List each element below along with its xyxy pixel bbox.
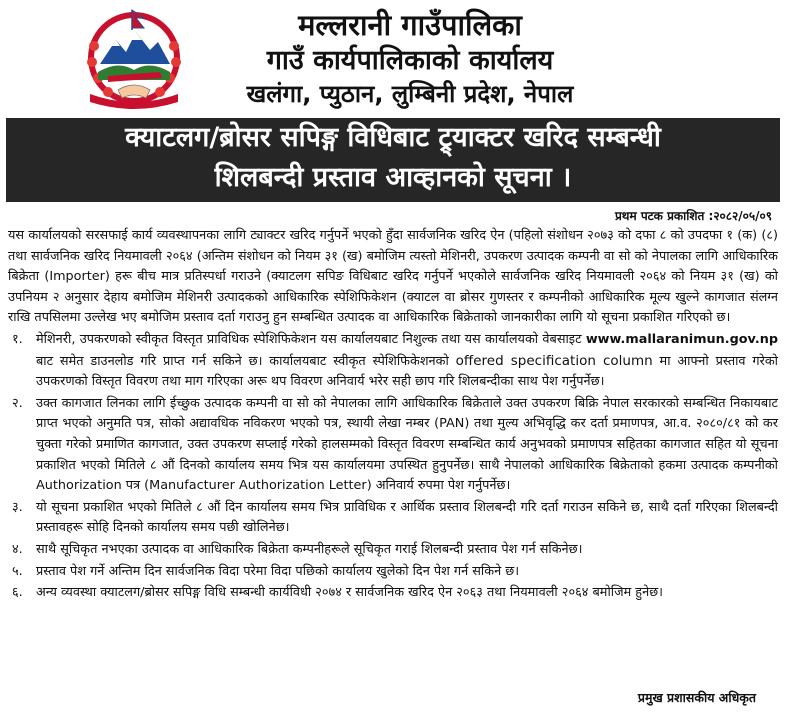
- item-text: उक्त कागजात लिनका लागि ईच्छुक उत्पादक कम्पनी वा सो को नेपालका लागि आधिकारिक बिक्रेताले उक्त उपकरण बिक्रि नेपाल सरकारको सम्बन्धित निकायबाट प्राप्त भएको अनुमति पत्र, सोको अद्यावधिक नविकरण भएको पत्र, स्थायी लेखा नम्बर (PAN) तथा मुल्य अभिवृद्धि कर दर्ता प्रमाणपत्र, आ.व. २०८०/८१ को कर चुक्ता गरेको प्रमाणित कागजात, उक्त उपकरण सप्लाई गरेको हालसम्मको विस्तृत विवरण सम्बन्धित कार्य अनुभवको प्रमाणपत्र सहितका कागजात सहित यो सूचना प्रकाशित भएको मितिले ८ औं दिनको कार्यालय समय भित्र यस कार्यालयमा उपस्थित हुनुपर्नेछ। साथै नेपालको आधिकारिक बिक्रेताको हकमा उत्पादक कम्पनीको Authorization पत्र (Manufacturer Authorization Letter) अनिवार्य रुपमा पेश गर्नुपर्नेछ।: [36, 395, 778, 494]
- list-item: [8, 330, 778, 393]
- item-text: मेशिनरी, उपकरणको स्वीकृत विस्तृत प्राविधिक स्पेशिफिकेशन यस कार्यालयबाट निशुल्क तथा यस कार्यालयको वेबसाइट: [36, 331, 586, 347]
- item-text: साथै सूचिकृत नभएका उत्पादक वा आधिकारिक बिक्रेता कम्पनीहरूले सूचिकृत गराई शिलबन्दी प्रस्ताव पेश गर्न सकिनेछ।: [36, 541, 583, 557]
- list-item: [8, 394, 778, 497]
- item-text: बाट समेत डाउनलोड गरि प्राप्त गर्न सकिने छ। कार्यालयबाट स्वीकृत स्पेशिफिकेशनको: [36, 353, 456, 369]
- notice-title-line-1: क्याटलग/ब्रोसर सपिङ्ग विधिबाट ट्र्याक्टर खरिद सम्बन्धी: [125, 122, 661, 153]
- item-number: २.: [12, 395, 23, 411]
- item-text: मा आफ्नो प्रस्ताव गरेको उपकरणको विस्तृत विवरण तथा माग गरिएका अरू थप विवरण अनिवार्य भरेर सही छाप गरि शिलबन्दीका साथ पेश गर्नुपर्नेछ।: [36, 353, 778, 390]
- nepal-government-emblem-icon: [78, 6, 190, 110]
- item-text: प्रस्ताव पेश गर्ने अन्तिम दिन सार्वजनिक विदा परेमा विदा पछिको कार्यालय खुलेको दिन पेश गर्न सकिने छ।: [36, 563, 520, 579]
- office-heading: [230, 6, 590, 110]
- list-item: [8, 498, 778, 539]
- publication-date: प्रथम पटक प्रकाशित :२०८२/०५/०९: [614, 209, 772, 223]
- header: [0, 0, 786, 116]
- list-item: [8, 562, 778, 583]
- office-name: गाउँ कार्यपालिकाको कार्यालय: [266, 45, 554, 76]
- municipality-name: मल्लरानी गाउँपालिका: [298, 8, 522, 42]
- item-number: ३.: [12, 499, 23, 515]
- item-number: ४.: [12, 541, 23, 557]
- list-item: [8, 540, 778, 561]
- item-number: ५.: [12, 563, 23, 579]
- list-item: [8, 583, 778, 604]
- notice-body: [8, 226, 778, 605]
- item-text: अन्य व्यवस्था क्याटलग/ब्रोसर सपिङ्ग विधि सम्बन्धी कार्यविधी २०७४ र सार्वजनिक खरिद ऐन २०६३ तथा नियमावली २०६४ बमोजिम हुनेछ।: [36, 585, 664, 601]
- terms-list: [8, 330, 778, 604]
- notice-title-banner: [6, 118, 780, 202]
- item-number: १.: [12, 331, 23, 347]
- english-term: offered specification column: [455, 352, 653, 369]
- office-address: खलंगा, प्युठान, लुम्बिनी प्रदेश, नेपाल: [246, 80, 574, 108]
- item-number: ६.: [12, 585, 23, 601]
- intro-paragraph: यस कार्यालयको सरसफाई कार्य व्यवस्थापनका लागि ट्याक्टर खरिद गर्नुपर्ने भएको हुँदा सार्वजनिक खरिद ऐन (पहिलो संशोधन २०७३ को दफा ८ को उपदफा १ (क) (८) तथा सार्वजनिक खरिद नियमावली २०६४ (अन्तिम संशोधन को नियम ३१ (ख) बमोजिम त्यस्तो मेशिनरी, उपकरण उत्पादक कम्पनी वा सो को नेपालका लागि आधिकारिक बिक्रेता (Importer) हरू बीच मात्र प्रतिस्पर्धा गराउने (क्याटलग सपिङ विधिबाट खरिद गर्नुपर्ने भएकोले सार्वजनिक खरिद नियमावली २०६४ को नियम ३१ (ख) को उपनियम २ अनुसार देहाय बमोजिम मेशिनरी उत्पादकको आधिकारिक स्पेशिफिकेशन (क्याटल वा ब्रोसर गुणस्तर र कम्पनीको आधिकारिक मूल्य खुल्ने कागजात संलग्न राखि तपसिलमा उल्लेख भए बमोजिम प्रस्ताव दर्ता गराउनु हुन सम्बन्धित उत्पादक वा आधिकारिक बिक्रेताको जानकारीका लागि यो सूचना प्रकाशित गरिएको छ।: [8, 228, 778, 326]
- notice-title-line-2: शिलबन्दी प्रस्ताव आव्हानको सूचना ।: [214, 162, 572, 193]
- item-text: यो सूचना प्रकाशित भएको मितिले ८ औं दिन कार्यालय समय भित्र प्राविधिक र आर्थिक प्रस्ताव शिलबन्दी गरि दर्ता गराउन सकिने छ, साथै दर्ता गरिएका शिलबन्दी प्रस्तावहरू सोहि दिनको कार्यालय समय पछी खोलिनेछ।: [36, 499, 778, 536]
- signatory-title: प्रमुख प्रशासकीय अधिकृत: [637, 690, 756, 705]
- website-link[interactable]: www.mallaranimun.gov.np: [585, 331, 778, 347]
